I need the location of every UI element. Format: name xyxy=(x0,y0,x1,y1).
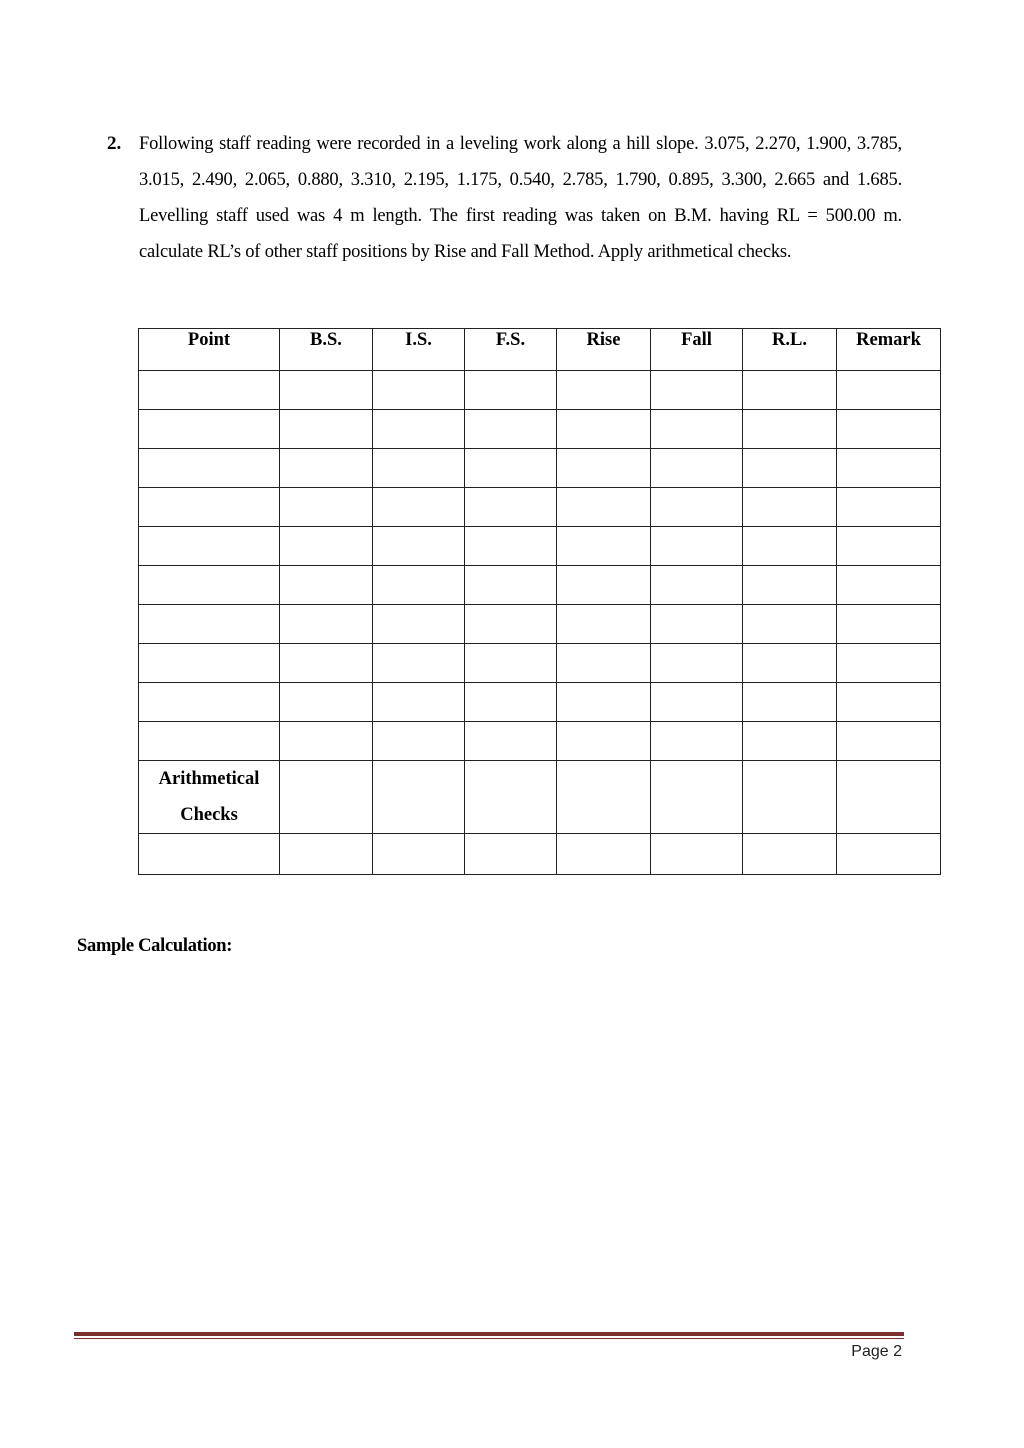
arithmetical-checks-row xyxy=(139,761,941,834)
table-cell xyxy=(743,683,837,722)
table-cell xyxy=(465,722,557,761)
table-cell xyxy=(373,449,465,488)
table-cell xyxy=(557,605,651,644)
table-cell xyxy=(837,605,941,644)
header-rise: Rise xyxy=(557,329,651,371)
table-row xyxy=(139,683,941,722)
table-cell xyxy=(280,371,373,410)
table-cell xyxy=(743,605,837,644)
table-cell xyxy=(280,722,373,761)
table-row xyxy=(139,527,941,566)
table-cell xyxy=(280,605,373,644)
table-cell xyxy=(280,834,373,875)
table-cell xyxy=(837,371,941,410)
table-row xyxy=(139,644,941,683)
table-cell xyxy=(373,371,465,410)
table-cell xyxy=(557,527,651,566)
table-cell xyxy=(465,761,557,834)
table-cell xyxy=(373,722,465,761)
table-cell xyxy=(139,410,280,449)
table-cell xyxy=(465,449,557,488)
table-cell xyxy=(557,371,651,410)
table-cell xyxy=(651,488,743,527)
table-cell xyxy=(651,410,743,449)
page-number: Page 2 xyxy=(851,1343,902,1360)
table-cell xyxy=(139,722,280,761)
table-cell xyxy=(837,761,941,834)
table-cell xyxy=(557,722,651,761)
table-cell xyxy=(743,410,837,449)
header-fall: Fall xyxy=(651,329,743,371)
question-text: Following staff reading were recorded in a leveling work along a hill slope. 3.075, 2.270, 1.900, 3.785, 3.015, 2.490, 2.065, 0.880, 3.310, 2.195, 1.175, 0.540, 2.785, 1.790, 0.895, 3.300, 2.665 and 1.685. Levelling staff used was 4 m length. The first reading was taken on B.M. having RL = 500.00 m. calculate RL’s of other staff positions by Rise and Fall Method. Apply arithmetical checks. xyxy=(139,134,902,262)
table-cell xyxy=(373,761,465,834)
table-row xyxy=(139,371,941,410)
table-cell xyxy=(465,834,557,875)
table-cell xyxy=(280,761,373,834)
table-cell xyxy=(743,449,837,488)
table-cell xyxy=(373,683,465,722)
header-remark: Remark xyxy=(837,329,941,371)
table-cell xyxy=(280,566,373,605)
table-cell xyxy=(280,449,373,488)
question-block xyxy=(107,126,902,270)
table-cell xyxy=(557,834,651,875)
table-row xyxy=(139,605,941,644)
footer-rule-thick xyxy=(74,1332,904,1336)
header-is: I.S. xyxy=(373,329,465,371)
table-cell xyxy=(465,605,557,644)
table-cell xyxy=(743,527,837,566)
table-cell xyxy=(743,722,837,761)
table-cell xyxy=(373,488,465,527)
table-cell xyxy=(373,566,465,605)
checks-label-line1: Arithmetical xyxy=(158,769,260,789)
table-cell xyxy=(557,761,651,834)
sample-calculation-heading: Sample Calculation: xyxy=(77,936,233,956)
table-cell xyxy=(557,410,651,449)
table-cell xyxy=(139,566,280,605)
table-cell xyxy=(280,410,373,449)
table-cell xyxy=(837,449,941,488)
table-cell xyxy=(557,644,651,683)
table-cell xyxy=(837,488,941,527)
checks-label-cell xyxy=(139,761,280,834)
table-cell xyxy=(139,683,280,722)
table-cell xyxy=(139,527,280,566)
table-cell xyxy=(465,566,557,605)
table-row xyxy=(139,410,941,449)
header-point: Point xyxy=(139,329,280,371)
table-cell xyxy=(743,644,837,683)
table-cell xyxy=(651,644,743,683)
table-cell xyxy=(743,488,837,527)
checks-label-line2: Checks xyxy=(180,805,238,825)
table-cell xyxy=(651,566,743,605)
table-cell xyxy=(837,834,941,875)
table-cell xyxy=(139,488,280,527)
table-cell xyxy=(837,410,941,449)
table-cell xyxy=(651,449,743,488)
table-row xyxy=(139,488,941,527)
table-cell xyxy=(557,488,651,527)
leveling-table xyxy=(138,328,941,875)
table-cell xyxy=(837,527,941,566)
table-cell xyxy=(465,488,557,527)
table-cell xyxy=(465,527,557,566)
table-cell xyxy=(651,761,743,834)
table-cell xyxy=(280,527,373,566)
header-bs: B.S. xyxy=(280,329,373,371)
table-cell xyxy=(651,371,743,410)
table-cell xyxy=(743,566,837,605)
table-row xyxy=(139,834,941,875)
table-cell xyxy=(557,683,651,722)
table-cell xyxy=(651,722,743,761)
table-cell xyxy=(139,834,280,875)
table-cell xyxy=(651,683,743,722)
table-cell xyxy=(837,566,941,605)
table-row xyxy=(139,449,941,488)
table-cell xyxy=(557,449,651,488)
table-cell xyxy=(837,644,941,683)
table-cell xyxy=(280,644,373,683)
table-cell xyxy=(373,834,465,875)
table-cell xyxy=(373,527,465,566)
table-row xyxy=(139,566,941,605)
table-header-row xyxy=(139,329,941,371)
header-fs: F.S. xyxy=(465,329,557,371)
table-row xyxy=(139,722,941,761)
table-cell xyxy=(465,371,557,410)
table-cell xyxy=(651,527,743,566)
table-cell xyxy=(139,644,280,683)
table-cell xyxy=(280,488,373,527)
table-cell xyxy=(743,761,837,834)
table-cell xyxy=(280,683,373,722)
table-cell xyxy=(651,605,743,644)
table-cell xyxy=(743,371,837,410)
footer-rule-thin xyxy=(74,1338,904,1339)
table-cell xyxy=(373,644,465,683)
table-cell xyxy=(139,449,280,488)
table-cell xyxy=(837,683,941,722)
table-cell xyxy=(557,566,651,605)
table-cell xyxy=(465,683,557,722)
question-number: 2. xyxy=(107,133,122,154)
table-cell xyxy=(743,834,837,875)
table-cell xyxy=(139,605,280,644)
table-cell xyxy=(837,722,941,761)
table-cell xyxy=(373,605,465,644)
table-cell xyxy=(465,644,557,683)
table-cell xyxy=(651,834,743,875)
table-cell xyxy=(139,371,280,410)
table-cell xyxy=(465,410,557,449)
header-rl: R.L. xyxy=(743,329,837,371)
table-cell xyxy=(373,410,465,449)
footer-rule xyxy=(74,1332,904,1339)
